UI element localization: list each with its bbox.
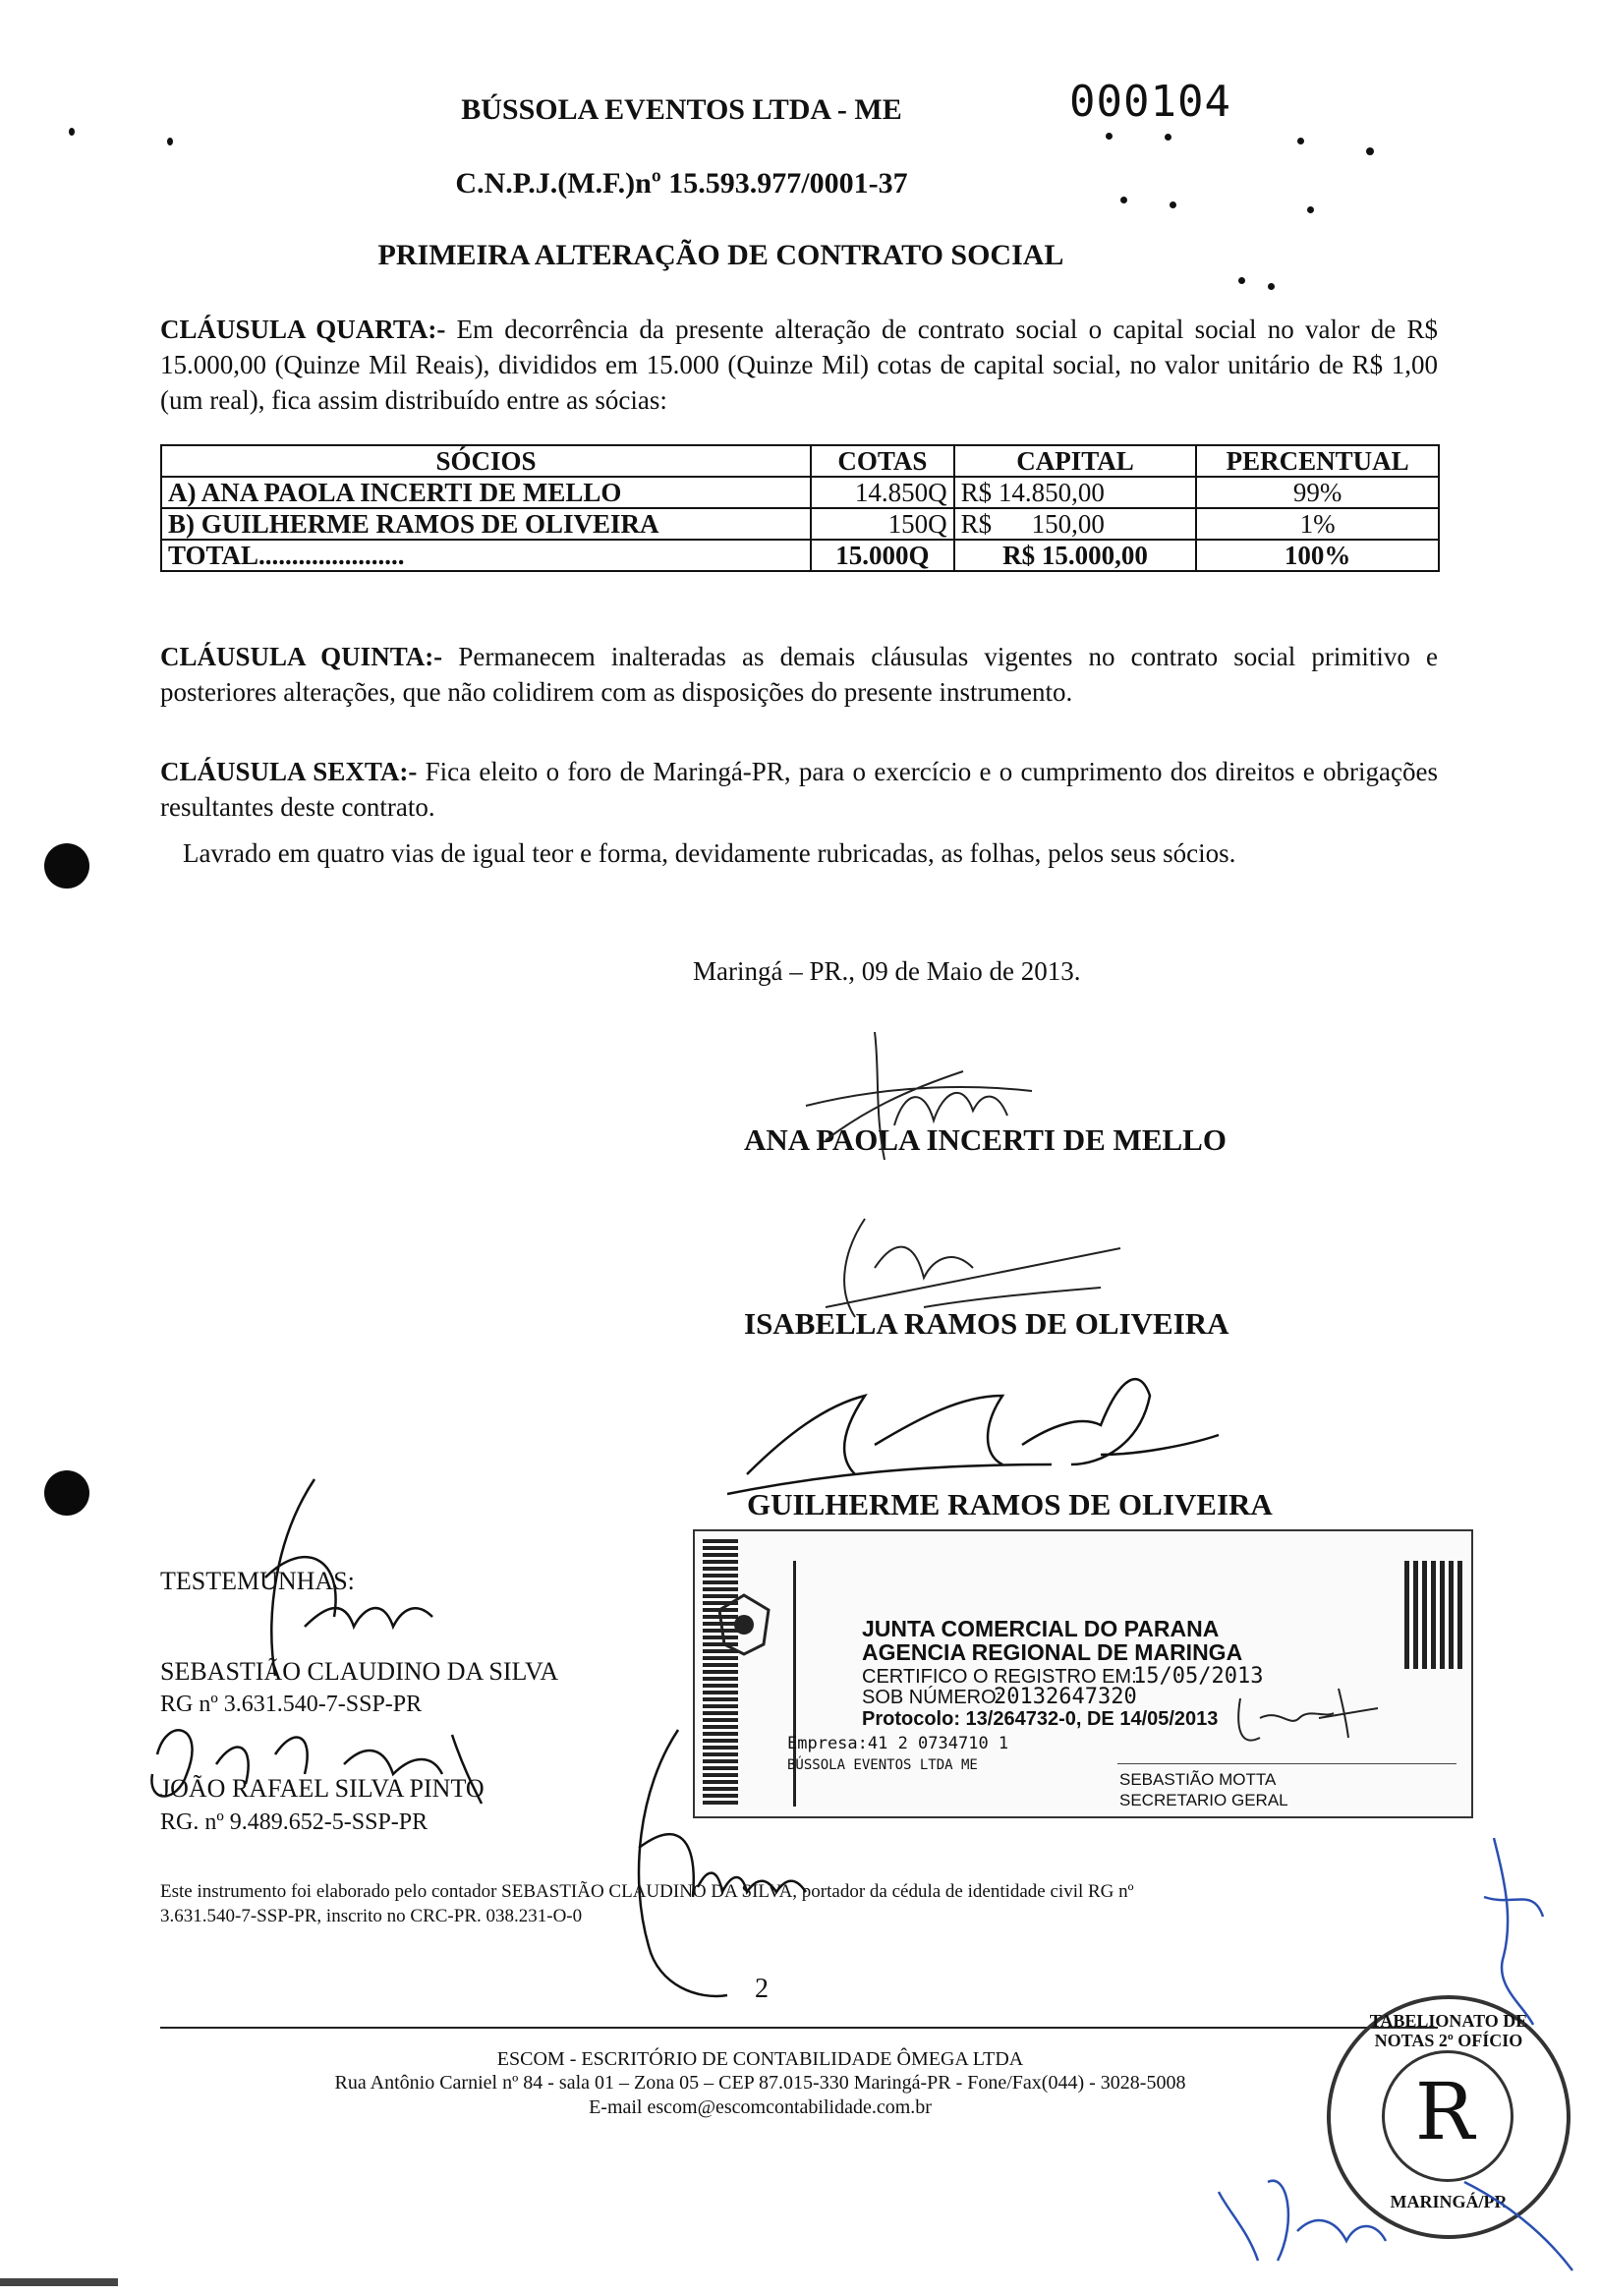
scan-artifact bbox=[0, 2278, 118, 2286]
total-label: TOTAL...................... bbox=[161, 540, 811, 571]
stamp-line-1: JUNTA COMERCIAL DO PARANA bbox=[862, 1616, 1220, 1641]
stamp-signer-title: SECRETARIO GERAL bbox=[1119, 1791, 1288, 1809]
elaborado-line-1: Este instrumento foi elaborado pelo contador SEBASTIÃO CLAUDINO DA SILVA, portador da cédula de identidade civil RG nº bbox=[160, 1881, 1134, 1902]
punch-hole-top bbox=[44, 843, 89, 889]
witnesses-label: TESTEMUNHAS: bbox=[160, 1567, 355, 1595]
notary-blue-signature-top bbox=[1474, 1838, 1553, 2035]
stamp-protocolo: Protocolo: 13/264732-0, DE 14/05/2013 bbox=[862, 1708, 1219, 1730]
clausula-quinta-label: CLÁUSULA QUINTA:- bbox=[160, 642, 443, 671]
notary-blue-signature-bottom bbox=[1209, 2143, 1582, 2280]
signatory-2: ISABELLA RAMOS DE OLIVEIRA bbox=[744, 1306, 1229, 1341]
stamp-line-2: AGENCIA REGIONAL DE MARINGA bbox=[862, 1639, 1243, 1665]
row-percentual: 1% bbox=[1196, 508, 1439, 540]
stamp-signature bbox=[1230, 1679, 1388, 1757]
scan-dot bbox=[1106, 133, 1113, 140]
scan-dot bbox=[69, 128, 75, 136]
notary-seal-bottom-text: MARINGÁ/PR bbox=[1390, 2192, 1508, 2211]
clausula-sexta-text: Fica eleito o foro de Maringá-PR, para o exercício e o cumprimento dos direitos e obrigações resultantes deste contrato. bbox=[160, 757, 1438, 822]
total-cotas: 15.000Q bbox=[811, 540, 954, 571]
stamp-barcode-right bbox=[1404, 1561, 1463, 1669]
clausula-quarta-label: CLÁUSULA QUARTA:- bbox=[160, 315, 446, 344]
stamp-sign-line bbox=[1117, 1763, 1456, 1764]
clausula-quinta-text: Permanecem inalteradas as demais cláusulas vigentes no contrato social primitivo e posteriores alterações, que não colidirem com as disposições do presente instrumento. bbox=[160, 642, 1438, 707]
signature-3 bbox=[727, 1356, 1238, 1514]
stamp-sob-label: SOB NÚMERO: bbox=[862, 1687, 1002, 1708]
stamp-empresa-name: BÚSSOLA EVENTOS LTDA ME bbox=[787, 1757, 978, 1773]
witness-1-rg: RG nº 3.631.540-7-SSP-PR bbox=[160, 1692, 423, 1717]
signatory-1: ANA PAOLA INCERTI DE MELLO bbox=[744, 1122, 1227, 1157]
row-cotas: 150Q bbox=[811, 508, 954, 540]
footer-address: Rua Antônio Carniel nº 84 - sala 01 – Zona 05 – CEP 87.015-330 Maringá-PR - Fone/Fax(044) - 3028-5008 bbox=[334, 2072, 1186, 2094]
table-header-percentual: PERCENTUAL bbox=[1196, 445, 1439, 477]
witness-1-name: SEBASTIÃO CLAUDINO DA SILVA bbox=[160, 1657, 559, 1686]
witness-2-rg: RG. nº 9.489.652-5-SSP-PR bbox=[160, 1809, 428, 1835]
clausula-sexta bbox=[160, 754, 1438, 825]
table-header-socios: SÓCIOS bbox=[161, 445, 811, 477]
footer-company: ESCOM - ESCRITÓRIO DE CONTABILIDADE ÔMEGA LTDA bbox=[496, 2048, 1024, 2070]
notary-seal-monogram: R bbox=[1414, 2066, 1475, 2157]
stamp-signer-name: SEBASTIÃO MOTTA bbox=[1119, 1770, 1277, 1789]
table-header-capital: CAPITAL bbox=[954, 445, 1197, 477]
witness-1-signature bbox=[246, 1479, 501, 1686]
row-cotas: 14.850Q bbox=[811, 477, 954, 508]
page-number: 2 bbox=[755, 1974, 769, 2004]
row-percentual: 99% bbox=[1196, 477, 1439, 508]
scan-dot bbox=[1165, 134, 1171, 141]
contador-signature bbox=[619, 1730, 855, 2005]
witness-2-name: JOÃO RAFAEL SILVA PINTO bbox=[160, 1774, 485, 1803]
stamp-cert-date: 15/05/2013 bbox=[1133, 1664, 1264, 1689]
row-capital: R$ 150,00 bbox=[954, 508, 1197, 540]
footer-divider bbox=[160, 2027, 1438, 2029]
scan-dot bbox=[1268, 283, 1275, 290]
total-capital: R$ 15.000,00 bbox=[954, 540, 1197, 571]
scan-dot bbox=[1307, 206, 1314, 213]
scan-dot bbox=[1170, 201, 1176, 208]
stamp-sob-number: 20132647320 bbox=[994, 1685, 1137, 1709]
scan-dot bbox=[1238, 277, 1245, 284]
place-date: Maringá – PR., 09 de Maio de 2013. bbox=[693, 956, 1081, 986]
row-socio: B) GUILHERME RAMOS DE OLIVEIRA bbox=[161, 508, 811, 540]
scan-dot bbox=[1366, 147, 1374, 155]
signature-1 bbox=[786, 1032, 1081, 1170]
lavrado-text: Lavrado em quatro vias de igual teor e forma, devidamente rubricadas, as folhas, pelos seus sócios. bbox=[183, 838, 1236, 868]
scan-dot bbox=[167, 138, 173, 145]
clausula-sexta-label: CLÁUSULA SEXTA:- bbox=[160, 757, 418, 786]
parana-coat-of-arms-icon bbox=[714, 1590, 773, 1659]
stamp-empresa: Empresa:41 2 0734710 1 bbox=[787, 1734, 1009, 1753]
signature-2 bbox=[806, 1209, 1130, 1337]
scan-dot bbox=[1120, 197, 1127, 203]
table-total-row bbox=[161, 540, 1439, 571]
row-capital: R$ 14.850,00 bbox=[954, 477, 1197, 508]
document-title: PRIMEIRA ALTERAÇÃO DE CONTRATO SOCIAL bbox=[377, 239, 1064, 271]
stamp-cert-label: CERTIFICO O REGISTRO EM: bbox=[862, 1666, 1137, 1688]
notary-seal-top-text: TABELIONATO DE NOTAS 2º OFÍCIO bbox=[1369, 2011, 1528, 2050]
document-number: 000104 bbox=[1069, 77, 1231, 127]
table-header-cotas: COTAS bbox=[811, 445, 954, 477]
clausula-quarta-text: Em decorrência da presente alteração de contrato social o capital social no valor de R$ 15.000,00 (Quinze Mil Reais), divididos em 15.000 (Quinze Mil) cotas de capital social, no valor unitário de R$ 1,00 (um real), fica assim distribuído entre as sócias: bbox=[160, 315, 1438, 415]
table-row bbox=[161, 477, 1439, 508]
cnpj-line: C.N.P.J.(M.F.)nº 15.593.977/0001-37 bbox=[455, 167, 908, 200]
table-row bbox=[161, 508, 1439, 540]
witness-2-signature bbox=[147, 1715, 521, 1823]
total-percentual: 100% bbox=[1196, 540, 1439, 571]
clausula-quarta bbox=[160, 312, 1438, 418]
capital-table bbox=[160, 444, 1440, 572]
company-name: BÚSSOLA EVENTOS LTDA - ME bbox=[461, 93, 902, 126]
elaborado-line-2: 3.631.540-7-SSP-PR, inscrito no CRC-PR. 038.231-O-0 bbox=[160, 1906, 583, 1926]
clausula-quinta bbox=[160, 639, 1438, 710]
row-socio: A) ANA PAOLA INCERTI DE MELLO bbox=[161, 477, 811, 508]
scan-dot bbox=[1297, 138, 1304, 144]
footer-email: E-mail escom@escomcontabilidade.com.br bbox=[589, 2096, 932, 2118]
signatory-3: GUILHERME RAMOS DE OLIVEIRA bbox=[747, 1487, 1273, 1521]
punch-hole-bottom bbox=[44, 1470, 89, 1516]
